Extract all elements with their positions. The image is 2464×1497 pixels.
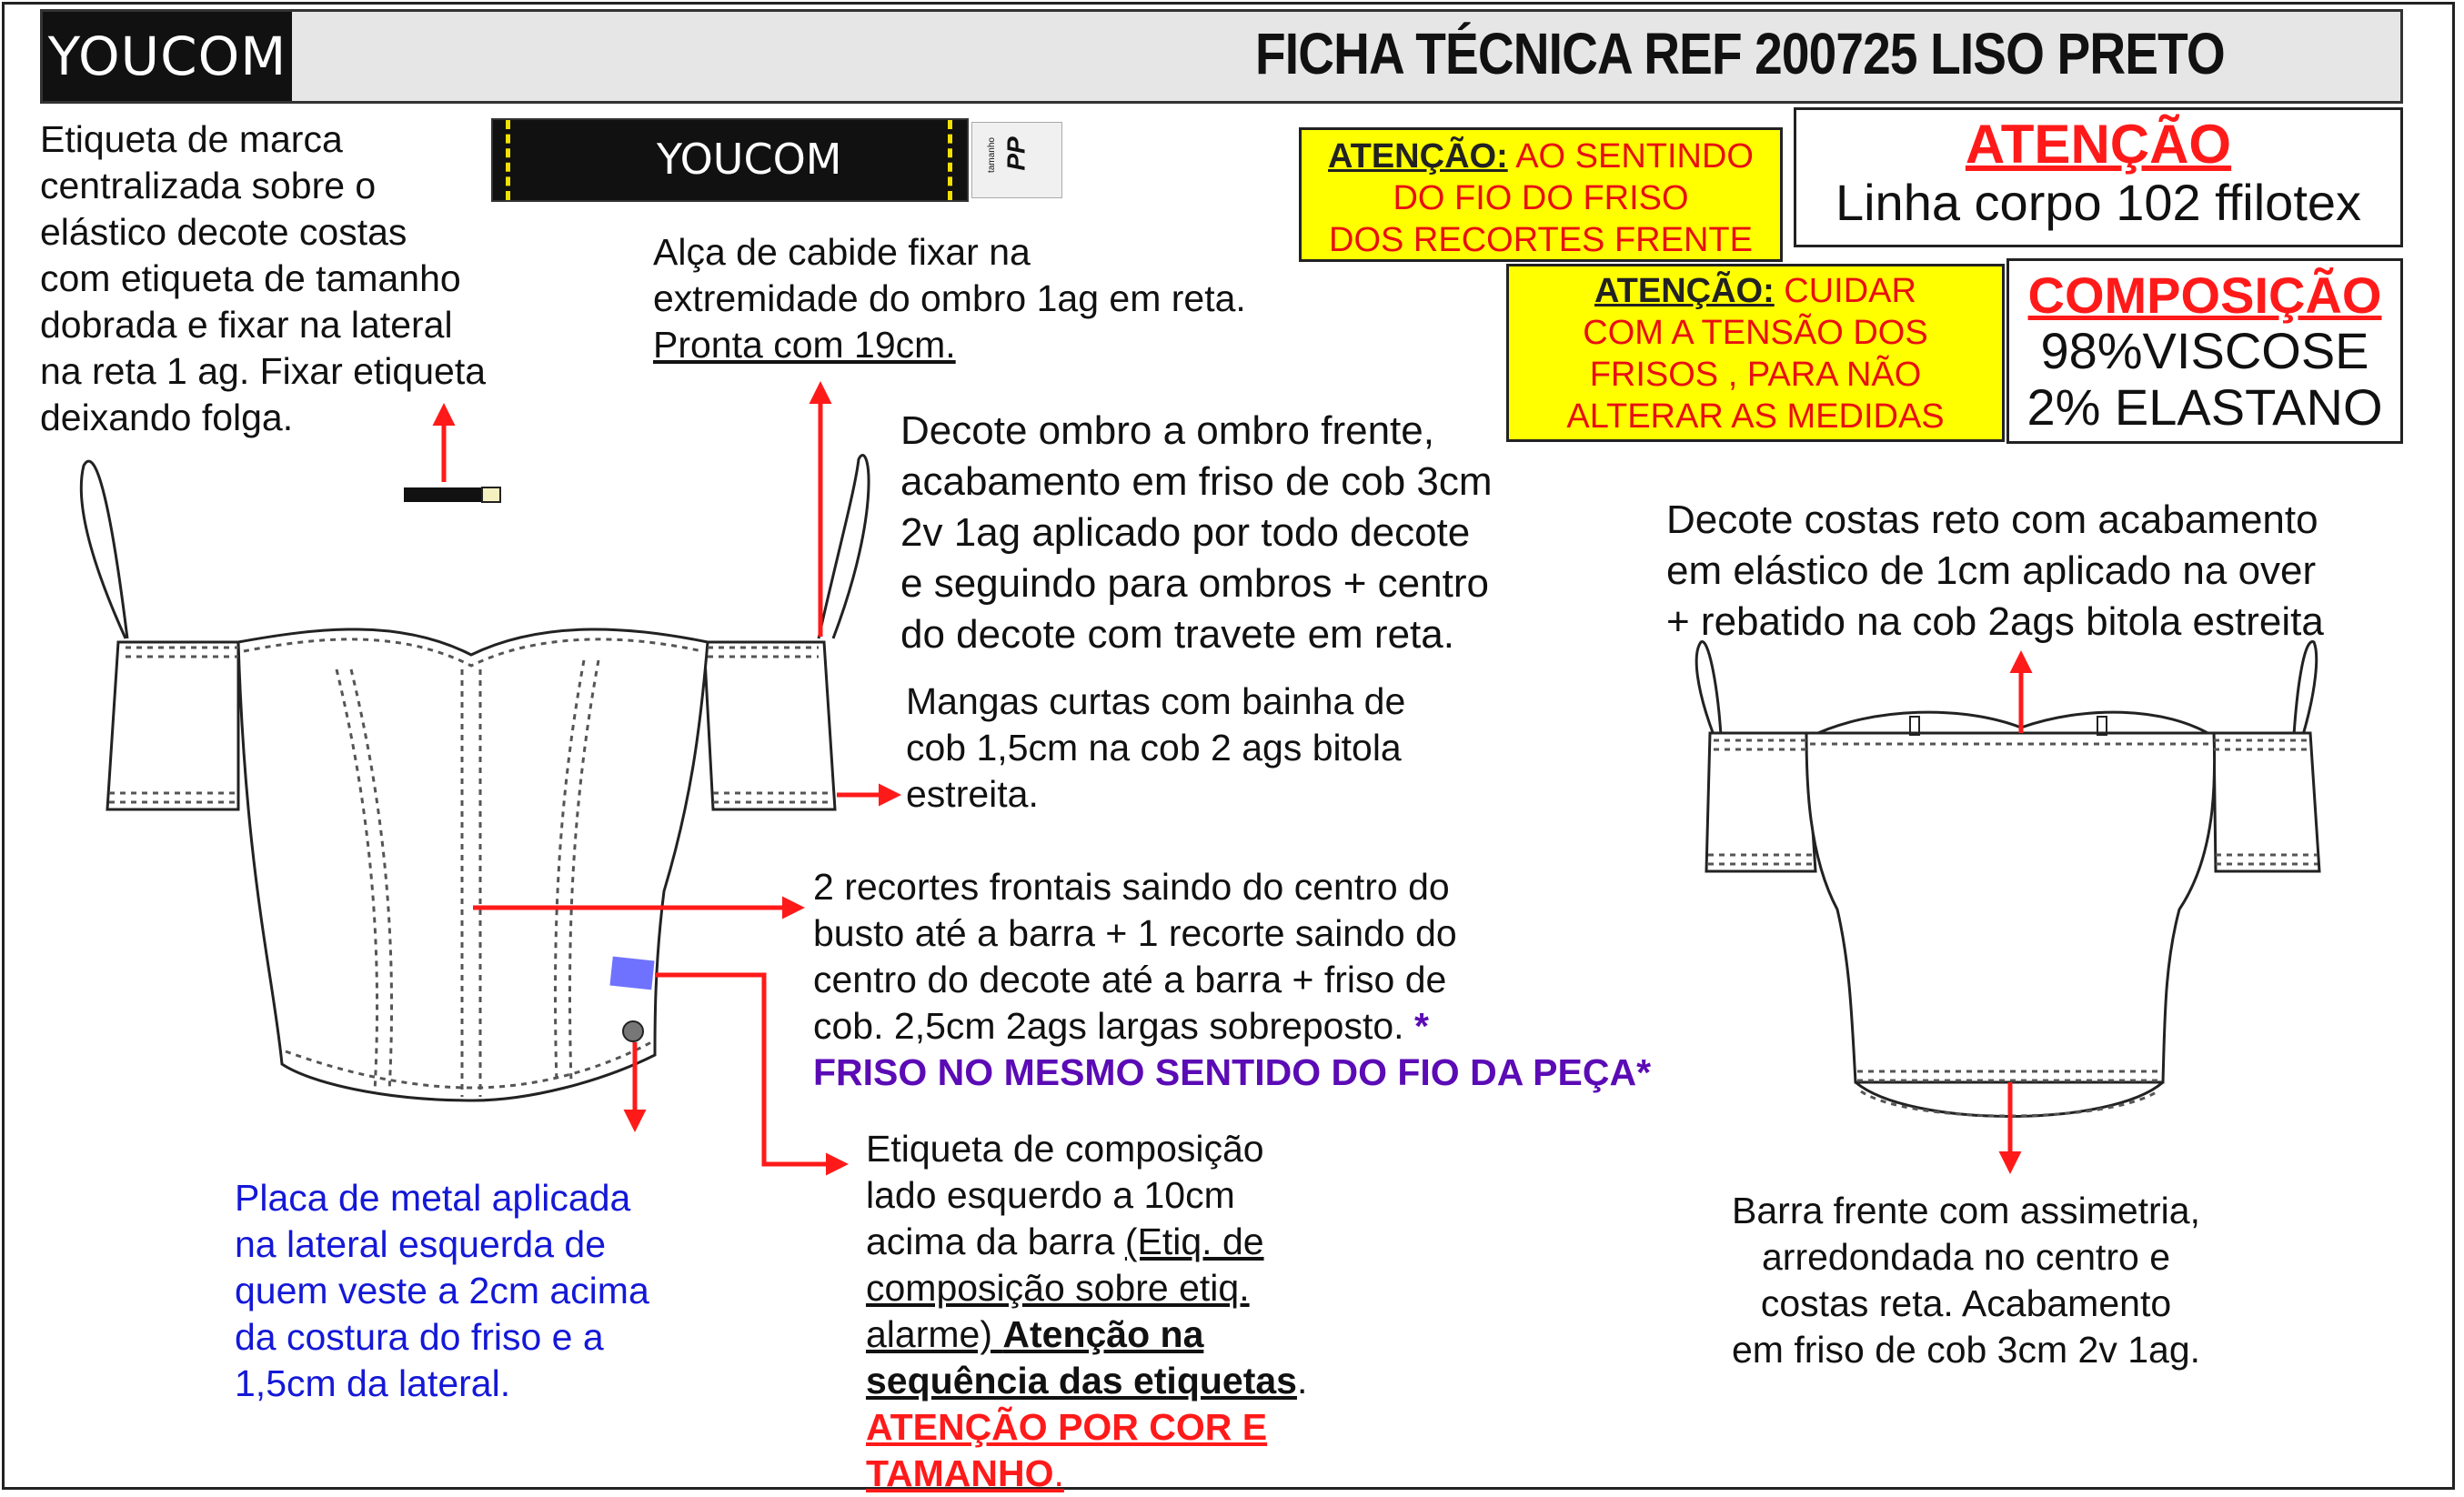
back-right-sleeve bbox=[2214, 733, 2319, 871]
composition-warning: ATENÇÃO POR COR E TAMANHO bbox=[866, 1406, 1268, 1494]
front-seams-text: 2 recortes frontais saindo do centro do busto até a barra + 1 recorte saindo do centro do decote até a barra + friso de cob. 2,5cm 2ags largas sobreposto. bbox=[813, 866, 1457, 1047]
composition-title: COMPOSIÇÃO bbox=[2027, 266, 2382, 324]
composition-line-2: 2% ELASTANO bbox=[2027, 378, 2383, 436]
composition-warning-end: . bbox=[1053, 1452, 1064, 1494]
metal-plate-note: Placa de metal aplicada na lateral esquerda de quem veste a 2cm acima da costura do friso e a 1,5cm da lateral. bbox=[235, 1177, 649, 1404]
composition-label-bold: Atenção na bbox=[1002, 1313, 1204, 1355]
grain-direction-note: FRISO NO MESMO SENTIDO DO FIO DA PEÇA* bbox=[813, 1051, 1652, 1093]
back-left-strap bbox=[1696, 642, 1721, 735]
attention-title: ATENÇÃO bbox=[1965, 114, 2232, 175]
brand-label-mark-size bbox=[482, 487, 500, 502]
tension-warning-label: ATENÇÃO: bbox=[1594, 272, 1775, 310]
composition-line-1: 98%VISCOSE bbox=[2040, 322, 2369, 379]
label-brand-text: YOUCOM bbox=[657, 135, 842, 184]
hanger-loop-ready-note: Pronta com 19cm. bbox=[653, 324, 956, 366]
composition-label-end: . bbox=[1296, 1360, 1308, 1402]
size-tag-size: PP bbox=[1001, 136, 1031, 171]
back-left-sleeve bbox=[1706, 733, 1815, 871]
composition-label-text-1: Etiqueta de composição lado esquerdo a 10cm acima da barra bbox=[866, 1128, 1264, 1262]
hanger-loop-note: Alça de cabide fixar na extremidade do ombro 1ag em reta. bbox=[653, 231, 1246, 319]
left-sleeve bbox=[107, 642, 238, 809]
size-tag-small-text: tamanho bbox=[986, 137, 997, 173]
hem-note: Barra frente com assimetria, arredondada no centro e costas reta. Acabamento em friso de cob 3cm 2v 1ag. bbox=[1732, 1190, 2201, 1371]
composition-tag-marker bbox=[609, 957, 654, 990]
back-right-strap bbox=[2294, 642, 2317, 735]
metal-plate-marker bbox=[623, 1021, 643, 1041]
front-seams-star: * bbox=[1403, 1005, 1429, 1047]
tension-warning-text: CUIDAR COM A TENSÃO DOS FRISOS , PARA NÃO ALTERAR AS MEDIDAS bbox=[1566, 272, 1945, 436]
left-strap bbox=[81, 461, 127, 638]
friso-warning-text: AO SENTINDO DO FIO DO FRISO DOS RECORTES FRENTE bbox=[1329, 137, 1754, 259]
brand-logo: YOUCOM bbox=[43, 12, 292, 101]
sleeves-note: Mangas curtas com bainha de cob 1,5cm na cob 2 ags bitola estreita. bbox=[906, 680, 1406, 815]
back-neckline-note: Decote costas reto com acabamento em elástico de 1cm aplicado na over + rebatido na cob 2ags bitola estreita bbox=[1666, 497, 2324, 644]
composition-label-bold-2: sequência das etiquetas bbox=[866, 1360, 1297, 1402]
attention-text: Linha corpo 102 ffilotex bbox=[1835, 174, 2362, 231]
right-sleeve bbox=[704, 642, 835, 809]
front-garment-sketch bbox=[81, 455, 869, 1100]
right-strap bbox=[819, 455, 869, 638]
composition-label-text-3: composição sobre etiq. alarme) bbox=[866, 1267, 1250, 1355]
back-body bbox=[1806, 733, 2215, 1082]
back-garment-sketch bbox=[1696, 642, 2319, 1117]
page-title: FICHA TÉCNICA REF 200725 LISO PRETO bbox=[1255, 21, 2225, 86]
composition-label-text-2: (Etiq. de bbox=[1124, 1221, 1264, 1262]
arrow-composition-tag bbox=[655, 975, 844, 1164]
friso-warning-label: ATENÇÃO: bbox=[1328, 137, 1508, 176]
neckline-front-note: Decote ombro a ombro frente, acabamento em friso de cob 3cm 2v 1ag aplicado por todo decote e seguindo para ombros + centro do decote com travete em reta. bbox=[900, 408, 1493, 657]
brand-label-note: Etiqueta de marca centralizada sobre o elástico decote costas com etiqueta de tamanho dobrada e fixar na lateral na reta 1 ag. Fixar etiqueta deixando folga. bbox=[40, 118, 487, 438]
